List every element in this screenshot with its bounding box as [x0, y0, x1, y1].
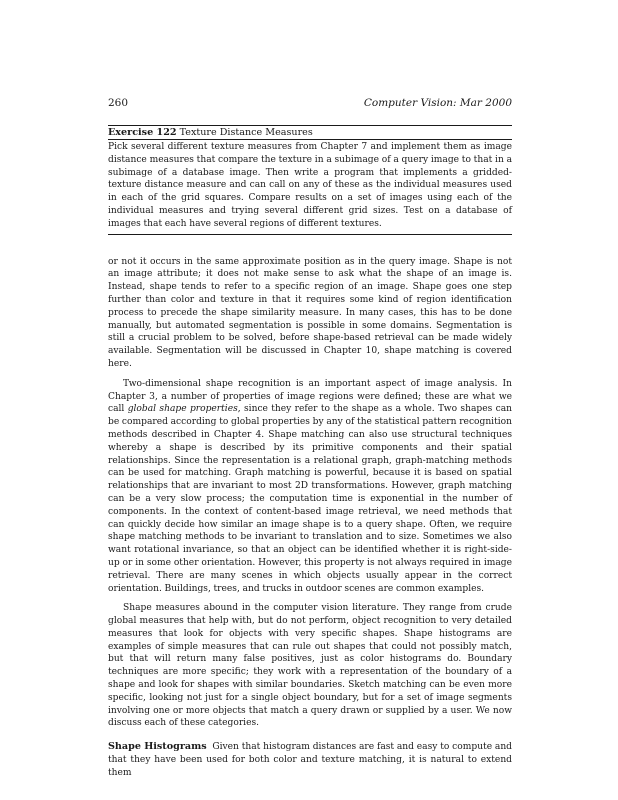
page-content — [108, 96, 512, 780]
running-header — [108, 96, 512, 110]
page-number: 260 — [108, 97, 129, 109]
paragraph-shape-measures: Shape measures abound in the computer vision literature. They range from crude global measures that help with, but do not perform, object recognition to very detailed measures that look for objects with very specific shapes. Shape histograms are examples of simple measures that can rule out shapes that could not possibly match, but that will return many false positives, just as color histograms do. Boundary techniques are more specific; they work with a representation of the boundary of a shape and look for shapes with similar boundaries. Sketch matching can be even more specific, looking not just for a single object boundary, but for a set of image segments involving one or more objects that match a query drawn or supplied by a user. We now discuss each of these categories. — [108, 603, 512, 729]
global-shape-properties-term: global shape properties — [127, 404, 238, 415]
exercise-label: Exercise 122 — [108, 127, 177, 138]
exercise-title: Texture Distance Measures — [179, 127, 313, 138]
exercise-text: Pick several different texture measures from Chapter 7 and implement them as image distance measures that compare the texture in a subimage of a query image to that in a subimage of a database image. Then write a program that implements a gridded-texture distance measure and can call on any of these as the individual measures used in each of the grid squares. Compare results on a set of images using each of the individual measures and trying several different grid sizes. Test on a database of images that each have several regions of different textures. — [108, 142, 512, 229]
body-text — [108, 256, 512, 780]
section-text: Given that histogram distances are fast and easy to compute and that they have been used for both color and texture matching, it is natural to extend them — [108, 742, 513, 778]
paragraph-2-text-start: Two-dimensional shape recognition is an important aspect of image analysis. In Chapter 3, a number of properties of image regions were defined; these are what we call — [108, 378, 512, 415]
section-shape-histograms — [108, 741, 512, 779]
exercise-box — [108, 125, 512, 235]
section-title: Shape Histograms — [108, 741, 207, 753]
paragraph-2-text-end: , since they refer to the shape as a whole. Two shapes can be compared according to global properties by any of the statistical pattern recognition methods described in Chapter 4. Shape matching can also use structural techniques whereby a shape is described by its primitive components and their spatial relationships. Since the representation is a relational graph, graph-matching methods can be used for matching. Graph matching is powerful, because it is based on spatial relationships that are invariant to most 2D transformations. However, graph matching can be a very slow process; the computation time is exponential in the number of components. In the context of content-based image retrieval, we need methods that can quickly decide how similar an image shape is to a query shape. Often, we require shape matching methods to be invariant to translation and to size. Sometimes we also want rotational invariance, so that an object can be identified whether it is right-side-up or in some other orientation. However, this property is not always required in image retrieval. There are many scenes in which objects usually appear in the correct orientation. Buildings, trees, and trucks in outdoor scenes are common examples. — [108, 404, 512, 594]
running-title: Computer Vision: Mar 2000 — [363, 97, 512, 109]
exercise-heading — [108, 127, 512, 140]
paragraph-shape-recognition — [108, 378, 512, 596]
paragraph-continuation: or not it occurs in the same approximate position as in the query image. Shape is not an image attribute; it does not make sense to ask what the shape of an image is. Instead, shape tends to refer to a specific region of an image. Shape goes one step further than color and texture in that it requires some kind of region identification process to precede the shape similarity measure. In many cases, this has to be done manually, but automated segmentation is possible in some domains. Segmentation is still a crucial problem to be solved, before shape-based retrieval can be made widely available. Segmentation will be discussed in Chapter 10, shape matching is covered here. — [108, 256, 512, 369]
